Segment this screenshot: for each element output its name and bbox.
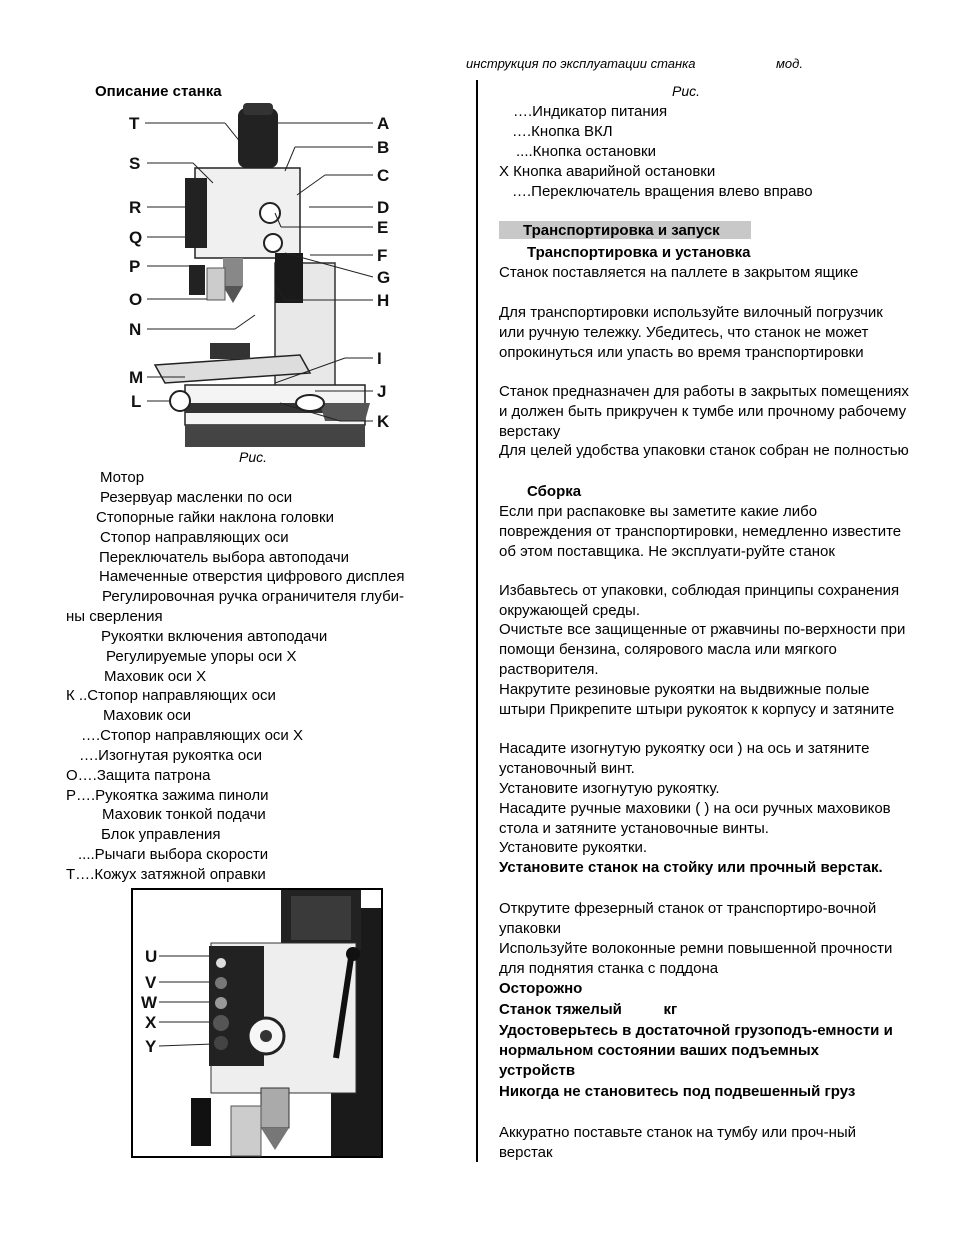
- list-item: ....Рычаги выбора скорости: [78, 846, 269, 863]
- paragraph: Насадите изогнутую рукоятку оси ) на ось и затяните установочный винт.: [499, 740, 870, 777]
- paragraph: Избавьтесь от упаковки, соблюдая принципы сохранения окружающей среды.: [499, 582, 900, 619]
- fig-caption-right: Рис.: [672, 83, 701, 99]
- list-item: ….Индикатор питания: [513, 103, 668, 120]
- paragraph: Станок предназначен для работы в закрытых помещениях и должен быть прикручен к тумбе или прочному рабочему верстаку: [499, 383, 909, 440]
- list-item: ….Изогнутая рукоятка оси: [79, 747, 262, 764]
- column-divider: [476, 80, 478, 1162]
- paragraph: Накрутите резиновые рукоятки на выдвижные полые штыри Прикрепите штыри рукояток к корпусу и затяните: [499, 681, 895, 718]
- fig1-label-r: R: [129, 198, 142, 217]
- fig1-label-f: F: [377, 246, 388, 265]
- fig1-label-a: A: [377, 114, 390, 133]
- fig1-label-c: C: [377, 166, 390, 185]
- fig2-label-x: X: [145, 1013, 157, 1032]
- header-model: мод.: [776, 56, 803, 71]
- fig1-label-o: O: [129, 290, 143, 309]
- fig2-label-u: U: [145, 947, 158, 966]
- paragraph: Если при распаковке вы заметите какие либо повреждения от транспортировки, немедленно известите об этом поставщика. Не эксплуати-руйте станок: [499, 503, 902, 560]
- list-item: ....Кнопка остановки: [516, 143, 656, 160]
- fig1-label-q: Q: [129, 228, 143, 247]
- paragraph: Насадите ручные маховики ( ) на оси ручных маховиков стола и затяните установочные винты.: [499, 800, 891, 837]
- list-item: Маховик оси X: [104, 668, 207, 685]
- list-item: Мотор: [100, 469, 145, 486]
- paragraph: Используйте волоконные ремни повышенной прочности для поднятия станка с поддона: [499, 940, 893, 977]
- paragraph: Открутите фрезерный станок от транспортиро-вочной упаковки: [499, 900, 877, 937]
- page-header: [466, 56, 803, 71]
- fig1-label-g: G: [377, 268, 391, 287]
- list-item: Маховик тонкой подачи: [102, 806, 266, 823]
- fig1-label-k: K: [377, 412, 390, 431]
- paragraph-bold: Осторожно: [499, 980, 583, 997]
- list-item: Стопор направляющих оси: [100, 529, 289, 546]
- fig2-label-y: Y: [145, 1037, 157, 1056]
- figure-control-panel: [131, 888, 383, 1158]
- fig1-label-i: I: [377, 349, 382, 368]
- section-title-transport: Транспортировка и запуск: [523, 222, 720, 239]
- list-item: О….Защита патрона: [66, 767, 211, 784]
- list-item: Маховик оси: [103, 707, 191, 724]
- fig1-label-e: E: [377, 218, 389, 237]
- list-item: Регулировочная ручка ограничителя глуби-: [102, 588, 405, 605]
- paragraph-bold: Никогда не становитесь под подвешенный груз: [499, 1083, 856, 1100]
- paragraph: Установите рукоятки.: [499, 839, 648, 856]
- list-item: ….Кнопка ВКЛ: [512, 123, 613, 140]
- list-item: Регулируемые упоры оси X: [106, 648, 297, 665]
- fig1-label-t: T: [129, 114, 140, 133]
- paragraph: Станок поставляется на паллете в закрытом ящике: [499, 264, 859, 281]
- list-item: ….Стопор направляющих оси X: [81, 727, 303, 744]
- fig1-label-h: H: [377, 291, 390, 310]
- subsection-title-assembly: Сборка: [527, 483, 582, 500]
- list-item: X Кнопка аварийной остановки: [499, 163, 716, 180]
- paragraph: Очистьте все защищенные от ржавчины по-верхности при помощи бензина, солярового масла или мягкого растворителя.: [499, 621, 906, 678]
- fig1-label-l: L: [131, 392, 142, 411]
- list-item: Переключатель выбора автоподачи: [99, 549, 349, 566]
- list-item: Р….Рукоятка зажима пиноли: [66, 787, 269, 804]
- list-item: T….Кожух затяжной оправки: [66, 866, 266, 883]
- fig2-label-w: W: [141, 993, 158, 1012]
- fig1-label-b: B: [377, 138, 390, 157]
- list-item: Стопорные гайки наклона головки: [96, 509, 334, 526]
- paragraph: Для целей удобства упаковки станок собран не полностью: [499, 442, 909, 459]
- list-item: Резервуар масленки по оси: [100, 489, 293, 506]
- list-item: ….Переключатель вращения влево вправо: [512, 183, 813, 200]
- list-item: К ..Стопор направляющих оси: [66, 687, 276, 704]
- figure-machine-overview: [125, 103, 405, 448]
- fig1-label-n: N: [129, 320, 142, 339]
- subsection-title-transport-install: Транспортировка и установка: [527, 244, 751, 261]
- fig1-label-s: S: [129, 154, 141, 173]
- paragraph-bold: Станок тяжелый кг: [499, 1001, 678, 1018]
- section-title-machine-description: Описание станка: [95, 83, 222, 100]
- list-item: Намеченные отверстия цифрового дисплея: [99, 568, 405, 585]
- fig1-label-d: D: [377, 198, 390, 217]
- fig1-label-j: J: [377, 382, 387, 401]
- paragraph: Для транспортировки используйте вилочный погрузчик или ручную тележку. Убедитесь, что станок не может опрокинуться или упасть во время транспортировки: [499, 304, 883, 361]
- header-title: инструкция по эксплуатации станка: [466, 56, 696, 71]
- fig1-label-m: M: [129, 368, 144, 387]
- fig2-label-v: V: [145, 973, 157, 992]
- paragraph-bold: Удостоверьтесь в достаточной грузоподъ-емности и нормальном состоянии ваших подъемных устройств: [499, 1022, 893, 1079]
- list-item: Блок управления: [101, 826, 221, 843]
- list-item: Рукоятки включения автоподачи: [101, 628, 328, 645]
- list-item: ны сверления: [66, 608, 163, 625]
- paragraph: Установите изогнутую рукоятку.: [499, 780, 720, 797]
- fig1-label-p: P: [129, 257, 141, 276]
- paragraph-bold: Установите станок на стойку или прочный верстак.: [499, 859, 883, 876]
- fig1-caption: Рис.: [239, 449, 268, 465]
- paragraph: Аккуратно поставьте станок на тумбу или проч-ный верстак: [499, 1124, 857, 1161]
